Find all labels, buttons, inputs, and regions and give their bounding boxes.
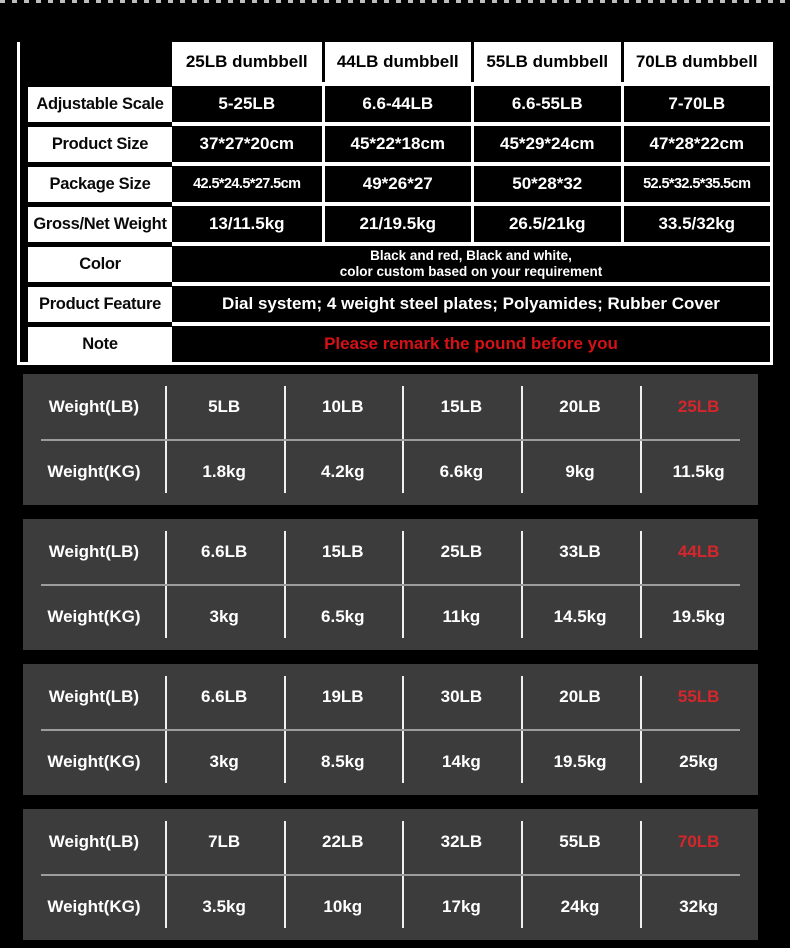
column-header-25lb: 25LB dumbbell [172,42,322,82]
weight-value-max: 44LB [677,541,720,561]
column-header-44lb: 44LB dumbbell [322,42,472,82]
weight-value: 5LB [208,396,241,416]
weight-value: 3kg [209,607,239,627]
spec-row-adjustable-scale [20,82,770,122]
row-label: Weight(LB) [48,831,140,851]
weight-value: 30LB [440,686,483,706]
weight-value: 14kg [442,752,481,772]
weight-value: 24kg [560,897,600,917]
row-label: Weight(LB) [48,686,140,706]
row-label: Weight(KG) [47,462,141,482]
weight-value: 1.8kg [202,462,246,482]
spec-value-color [172,242,770,282]
weight-value: 4.2kg [321,462,365,482]
column-header-70lb: 70LB dumbbell [621,42,771,82]
spec-value: 5-25LB [172,82,322,122]
color-line-2: color custom based on your requirement [339,264,603,279]
spec-value: 37*27*20cm [172,122,322,162]
spec-value: 42.5*24.5*27.5cm [172,162,322,202]
weight-value: 25kg [679,752,719,772]
weight-value: 6.5kg [321,607,365,627]
spec-row-product-feature [20,282,770,322]
weight-value: 6.6kg [439,462,484,482]
row-label: Weight(KG) [47,897,141,917]
weight-value: 17kg [442,897,481,917]
spec-value: 13/11.5kg [172,202,322,242]
row-label: Product Size [20,122,172,162]
spec-value-note: Please remark the pound before you [172,322,770,362]
weight-value: 55LB [559,831,601,851]
spec-value: 6.6-55LB [471,82,621,122]
weight-value: 32LB [440,831,483,851]
row-label: Weight(LB) [48,541,140,561]
spec-value: 7-70LB [621,82,771,122]
row-label: Weight(KG) [47,752,141,772]
weight-value: 11.5kg [672,462,725,482]
spec-value: 45*29*24cm [471,122,621,162]
weight-value: 19.5kg [672,607,726,627]
row-label: Weight(KG) [47,607,141,627]
weight-value-max: 70LB [677,831,720,851]
row-divider [41,874,740,876]
weight-value: 25LB [440,541,483,561]
weight-table-70lb [23,809,758,940]
spec-value: 49*26*27 [322,162,472,202]
row-label: Adjustable Scale [20,82,172,122]
weight-value: 19.5kg [553,752,607,772]
weight-value: 15LB [440,396,483,416]
row-divider [41,439,740,441]
weight-value-max: 55LB [677,686,720,706]
weight-table-25lb [23,374,758,505]
weight-value: 10LB [321,396,364,416]
weight-value: 11kg [442,607,481,627]
row-divider [41,729,740,731]
spec-row-note [20,322,770,362]
weight-value: 14.5kg [553,607,607,627]
weight-value: 20LB [559,686,601,706]
spec-value: 52.5*32.5*35.5cm [621,162,771,202]
row-label: Package Size [20,162,172,202]
weight-value: 10kg [323,897,363,917]
weight-table-44lb [23,519,758,650]
weight-value: 9kg [565,462,595,482]
row-divider [41,584,740,586]
weight-value: 15LB [321,541,364,561]
weight-value: 7LB [208,831,241,851]
weight-value: 19LB [321,686,364,706]
weight-value: 8.5kg [321,752,365,772]
spec-row-product-size [20,122,770,162]
spec-row-package-size [20,162,770,202]
weight-value: 3kg [209,752,239,772]
spec-value: 33.5/32kg [621,202,771,242]
spec-row-color [20,242,770,282]
weight-value: 22LB [321,831,364,851]
spec-corner-cell [20,42,172,82]
row-label: Product Feature [20,282,172,322]
spec-value: 50*28*32 [471,162,621,202]
column-header-55lb: 55LB dumbbell [471,42,621,82]
color-line-1: Black and red, Black and white, [370,247,572,263]
weight-table-55lb [23,664,758,795]
weight-value: 20LB [559,396,601,416]
row-label: Gross/Net Weight [20,202,172,242]
spec-value: 45*22*18cm [322,122,472,162]
weight-value: 32kg [679,897,719,917]
spec-value: 26.5/21kg [471,202,621,242]
spec-value-feature: Dial system; 4 weight steel plates; Polyamides; Rubber Cover [172,282,770,322]
row-label: Color [20,242,172,282]
weight-value: 3.5kg [202,897,246,917]
perforation-line [0,0,790,3]
weight-value: 6.6LB [201,686,248,706]
weight-value: 33LB [559,541,601,561]
row-label: Weight(LB) [48,396,140,416]
spec-table-header-row [20,42,770,82]
spec-value: 21/19.5kg [322,202,472,242]
spec-value: 47*28*22cm [621,122,771,162]
row-label: Note [20,322,172,362]
spec-row-gross-net-weight [20,202,770,242]
weight-value-max: 25LB [677,396,720,416]
weight-value: 6.6LB [201,541,248,561]
spec-value: 6.6-44LB [322,82,472,122]
spec-table [17,42,773,365]
